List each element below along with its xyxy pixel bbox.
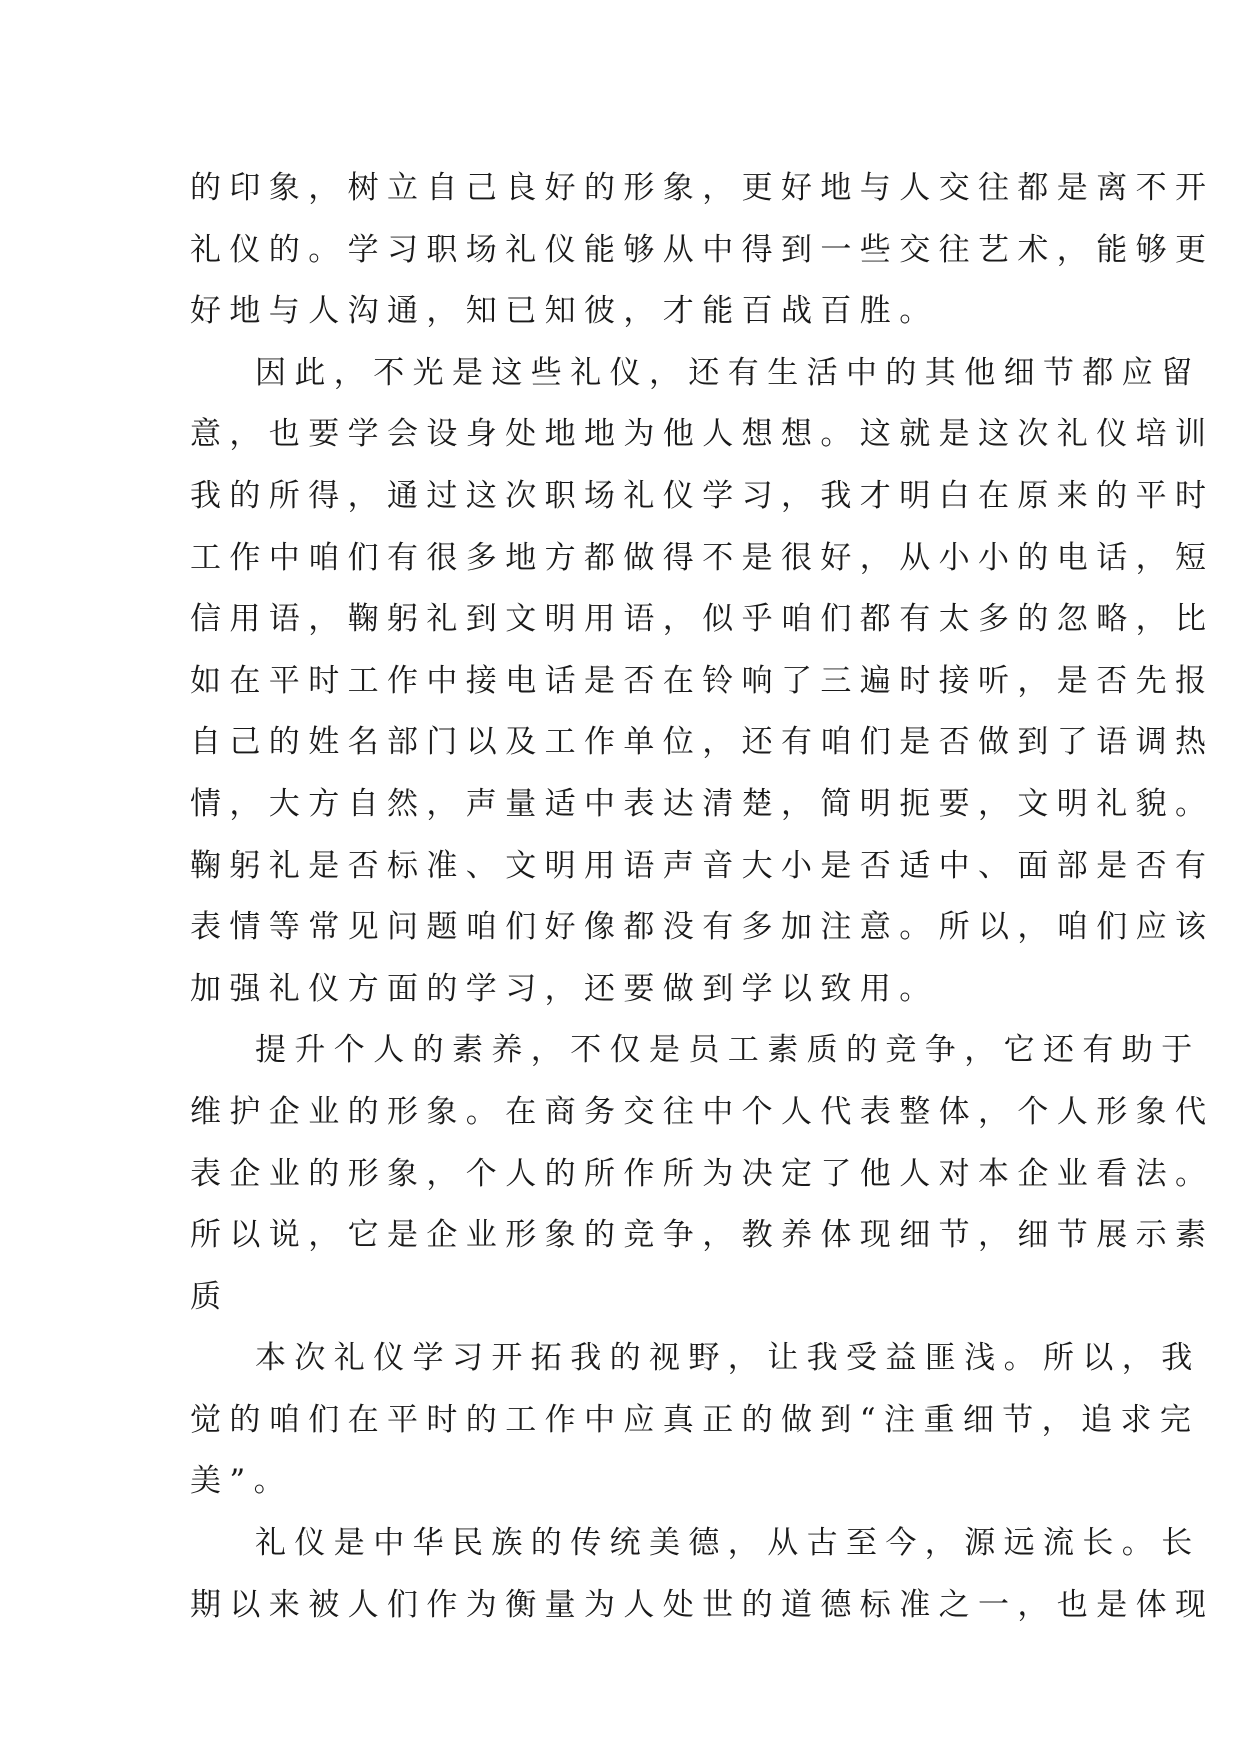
paragraph-first-line: 因此，不光是这些礼仪，还有生活中的其他细节都应留 [255, 354, 1201, 391]
text-line: 维护企业的形象。在商务交往中个人代表整体，个人形象代 [190, 1093, 1215, 1130]
body-text [190, 158, 1215, 1636]
paragraph-first-line: 提升个人的素养，不仅是员工素质的竞争，它还有助于 [255, 1032, 1201, 1069]
text-line: 表情等常见问题咱们好像都没有多加注意。所以，咱们应该 [190, 909, 1215, 946]
text-line: 期以来被人们作为衡量为人处世的道德标准之一，也是体现 [190, 1586, 1215, 1623]
text-line: 好地与人沟通，知已知彼，才能百战百胜。 [190, 293, 939, 330]
text-line: 意，也要学会设身处地地为他人想想。这就是这次礼仪培训 [190, 416, 1215, 453]
text-line: 鞠躬礼是否标准、文明用语声音大小是否适中、面部是否有 [190, 847, 1215, 884]
text-line: 所以说，它是企业形象的竞争，教养体现细节，细节展示素 [190, 1217, 1215, 1254]
text-line: 加强礼仪方面的学习，还要做到学以致用。 [190, 970, 939, 1007]
paragraph-first-line: 本次礼仪学习开拓我的视野，让我受益匪浅。所以，我 [255, 1340, 1201, 1377]
text-line: 表企业的形象，个人的所作所为决定了他人对本企业看法。 [190, 1155, 1215, 1192]
paragraph-first-line: 礼仪是中华民族的传统美德，从古至今，源远流长。长 [255, 1525, 1201, 1562]
text-line: 工作中咱们有很多地方都做得不是很好，从小小的电话，短 [190, 539, 1215, 576]
text-line: 信用语，鞠躬礼到文明用语，似乎咱们都有太多的忽略，比 [190, 601, 1215, 638]
text-line: 礼仪的。学习职场礼仪能够从中得到一些交往艺术，能够更 [190, 231, 1215, 268]
text-line: 质 [190, 1278, 230, 1315]
text-line: 美”。 [190, 1463, 294, 1500]
text-line: 如在平时工作中接电话是否在铃响了三遍时接听，是否先报 [190, 662, 1215, 699]
text-line: 觉的咱们在平时的工作中应真正的做到“注重细节，追求完 [190, 1401, 1200, 1438]
text-line: 自己的姓名部门以及工作单位，还有咱们是否做到了语调热 [190, 724, 1215, 761]
text-line: 的印象，树立自己良好的形象，更好地与人交往都是离不开 [190, 170, 1215, 206]
text-line: 我的所得，通过这次职场礼仪学习，我才明白在原来的平时 [190, 477, 1215, 514]
text-line: 情，大方自然，声量适中表达清楚，简明扼要，文明礼貌。 [190, 785, 1215, 822]
